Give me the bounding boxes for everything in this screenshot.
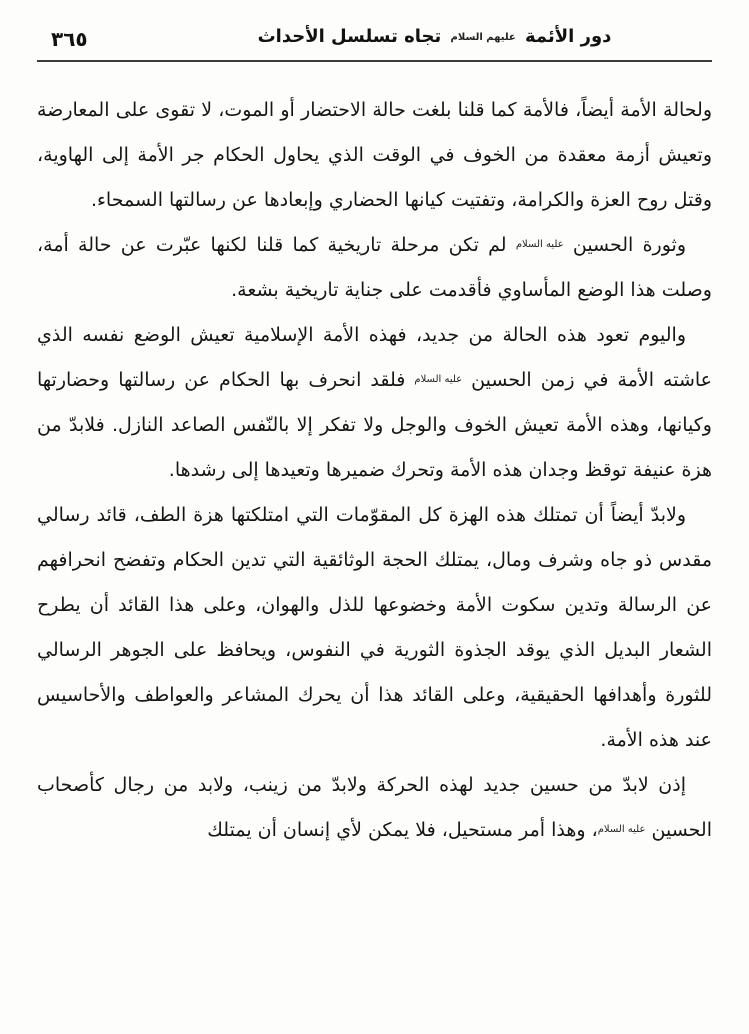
page-body (37, 88, 712, 853)
page-number: ٣٦٥ (51, 27, 88, 51)
header-divider (37, 60, 712, 62)
paragraph-text: وثورة الحسين (563, 234, 686, 256)
page-header (37, 26, 712, 56)
paragraph-text: ولابدّ أيضاً أن تمتلك هذه الهزة كل المقوّمات التي امتلكتها هزة الطف، قائد رسالي مقدس ذو جاه وشرف ومال، يمتلك الحجة الوثائقية التي تدين الحكام وتفضح انحرافهم عن الرسالة وتدين سكوت الأمة وخضوعها للذل والهوان، وعلى هذا القائد أن يطرح الشعار البديل الذي يوقد الجذوة الثورية في النفوس، ويحافظ على الجوهر الرسالي للثورة وأهدافها الحقيقية، وعلى القائد هذا أن يحرك المشاعر والعواطف والأحاسيس عند هذه الأمة. (37, 504, 712, 751)
chapter-title-post: تجاه تسلسل الأحداث (257, 26, 442, 47)
paragraph-text: لم تكن مرحلة تاريخية كما قلنا لكنها عبّرت عن حالة أمة، وصلت هذا الوضع المأساوي فأقدمت على جناية تاريخية بشعة. (37, 234, 712, 301)
paragraph-text: إذن لابدّ من حسين جديد لهذه الحركة ولابدّ من زينب، ولابد من رجال كأصحاب الحسين (37, 774, 712, 841)
honorific-mark: عليه السلام (414, 374, 463, 385)
honorific-mark: عليه السلام (597, 824, 646, 835)
paragraph (37, 493, 712, 763)
honorific-mark: عليه السلام (515, 239, 564, 250)
paragraph-text: ، وهذا أمر مستحيل، فلا يمكن لأي إنسان أن يمتلك (207, 819, 598, 841)
chapter-title-pre: دور الأئمة (525, 26, 612, 47)
paragraph (37, 223, 712, 313)
paragraph-text: ولحالة الأمة أيضاً، فالأمة كما قلنا بلغت حالة الاحتضار أو الموت، لا تقوى على المعارضة وتعيش أزمة معقدة من الخوف في الوقت الذي يحاول الحكام جر الأمة إلى الهاوية، وقتل روح العزة والكرامة، وتفتيت كيانها الحضاري وإبعادها عن رسالتها السمحاء. (37, 99, 712, 211)
paragraph (37, 763, 712, 853)
paragraph-text: واليوم تعود هذه الحالة من جديد، فهذه الأمة الإسلامية تعيش الوضع نفسه الذي عاشته الأمة في زمن الحسين (37, 324, 712, 391)
paragraph (37, 313, 712, 493)
paragraph (37, 88, 712, 223)
chapter-title (247, 26, 622, 47)
honorific-mark: عليهم السلام (450, 32, 516, 43)
paragraph-text: فلقد انحرف بها الحكام عن رسالتها وحضارتها وكيانها، وهذه الأمة تعيش الخوف والوجل ولا تفكر إلا بالنّفس الصاعد النازل. فلابدّ من هزة عنيفة توقظ وجدان هذه الأمة وتحرك ضميرها وتعيدها إلى رشدها. (37, 369, 712, 481)
